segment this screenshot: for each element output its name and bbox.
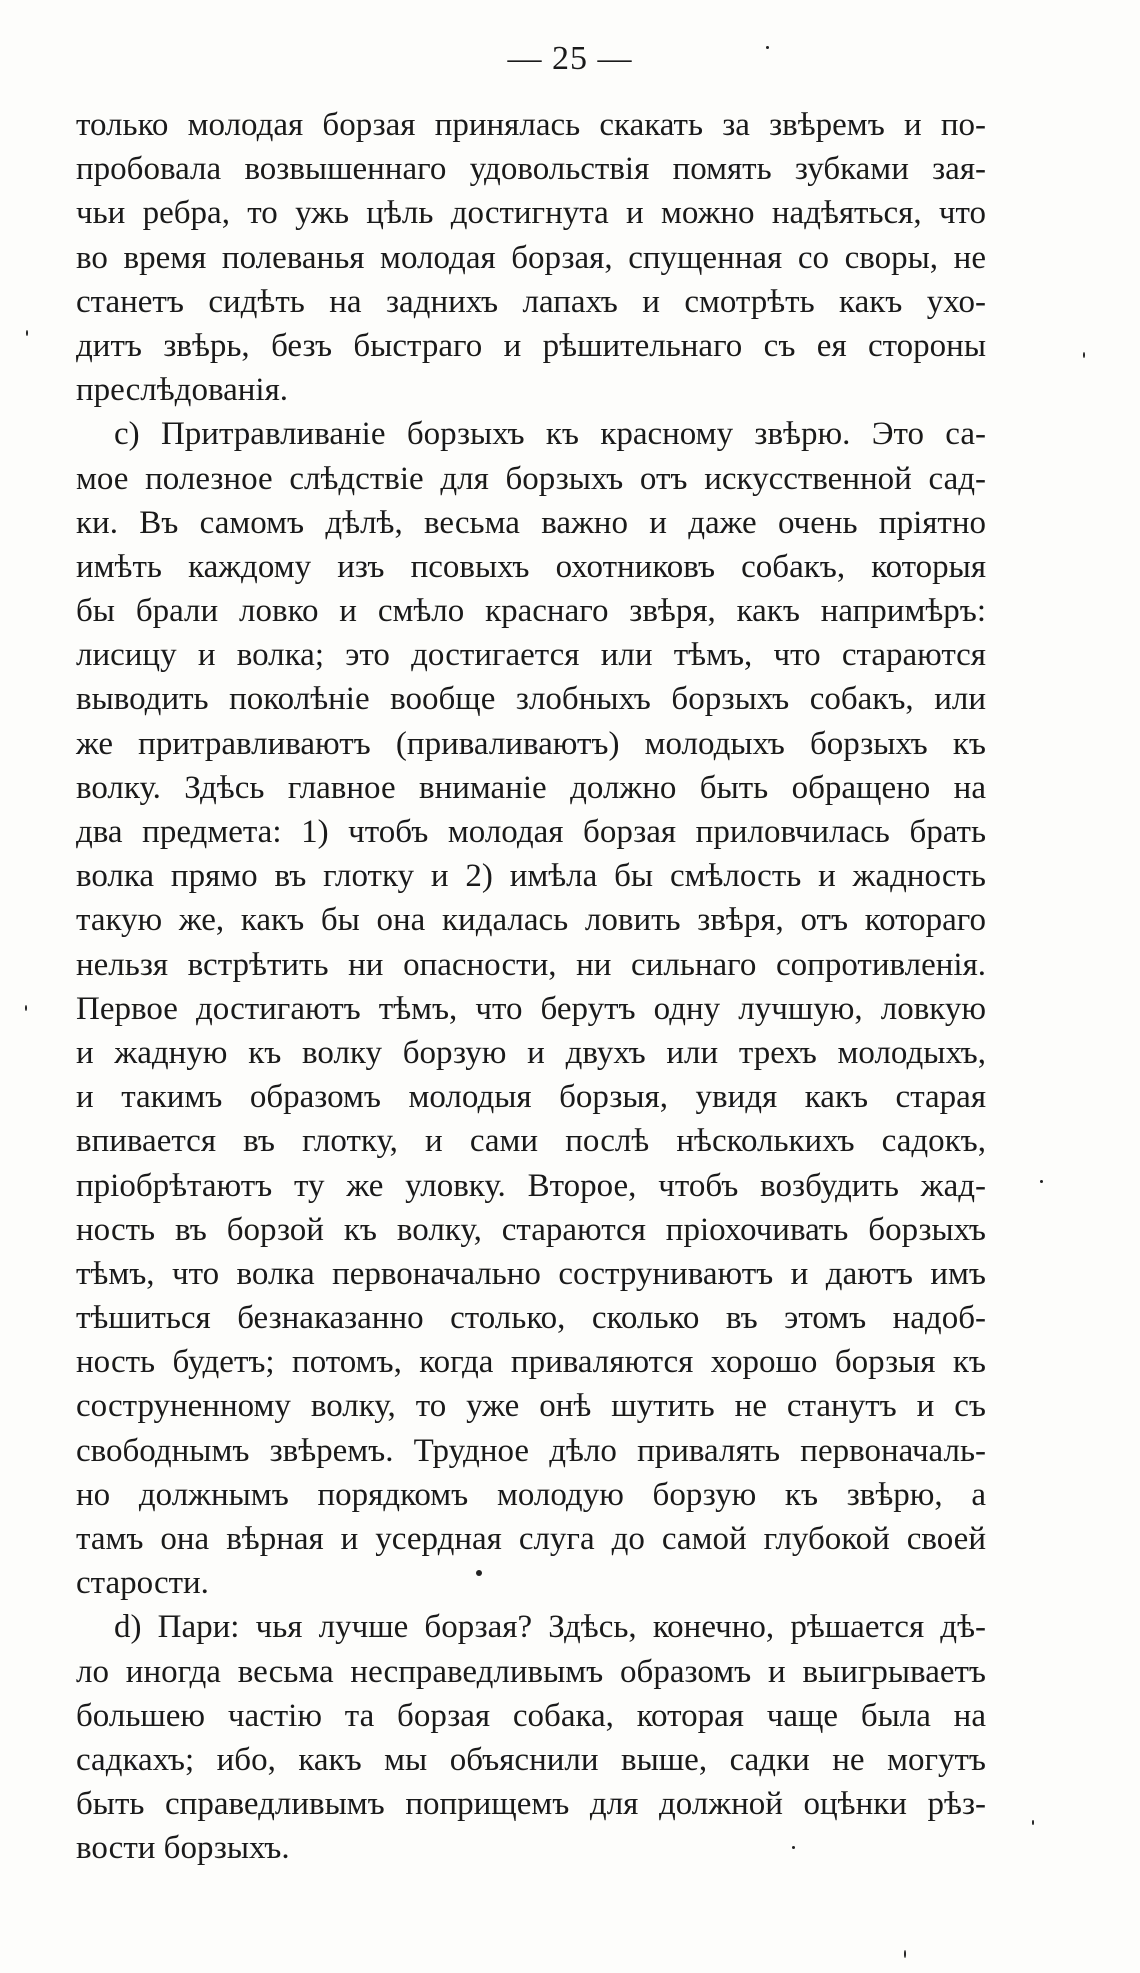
- text-line: дитъ звѣрь, безъ быстраго и рѣшительнаго съ ея стороны: [76, 327, 986, 364]
- text-line: и жадную къ волку борзую и двухъ или трехъ молодыхъ,: [76, 1034, 986, 1071]
- text-line: только молодая борзая принялась скакать за звѣремъ и по-: [76, 107, 986, 143]
- text-line: же притравливаютъ (приваливаютъ) молодыхъ борзыхъ къ: [76, 725, 986, 762]
- text-line: имѣть каждому изъ псовыхъ охотниковъ собакъ, которыя: [76, 548, 986, 585]
- text-line: волка прямо въ глотку и 2) имѣла бы смѣлость и жадность: [76, 858, 986, 895]
- scan-speck: [1032, 1820, 1034, 1825]
- text-line: мое полезное слѣдствіе для борзыхъ отъ искусственной сад-: [76, 460, 986, 497]
- text-line: вости борзыхъ.: [76, 1830, 290, 1867]
- text-line: тѣмъ, что волка первоначально соструниваютъ и даютъ имъ: [76, 1255, 986, 1292]
- text-line: впивается въ глотку, и сами послѣ нѣсколькихъ садокъ,: [76, 1123, 986, 1160]
- text-line: лисицу и волка; это достигается или тѣмъ, что стараются: [76, 637, 986, 674]
- scan-speck: [26, 330, 28, 336]
- text-line: Первое достигаютъ тѣмъ, что берутъ одну лучшую, ловкую: [76, 990, 986, 1027]
- scan-speck: [1083, 352, 1085, 358]
- text-line: тѣшиться безнаказанно столько, сколько въ этомъ надоб-: [76, 1300, 986, 1337]
- page-number: — 25 —: [507, 40, 633, 77]
- text-line: соструненному волку, то уже онѣ шутить не станутъ и съ: [76, 1388, 986, 1425]
- text-line: тамъ она вѣрная и усердная слуга до самой глубокой своей: [76, 1521, 986, 1557]
- text-line: преслѣдованія.: [76, 372, 289, 409]
- text-line: но должнымъ порядкомъ молодую борзую къ звѣрю, а: [76, 1476, 986, 1513]
- text-line: два предмета: 1) чтобъ молодая борзая приловчилась брать: [76, 814, 986, 850]
- text-line: садкахъ; ибо, какъ мы объяснили выше, садки не могутъ: [76, 1741, 986, 1778]
- scan-speck: [766, 46, 769, 49]
- scan-speck: [792, 1846, 795, 1849]
- text-line: волку. Здѣсь главное вниманіе должно быть обращено на: [76, 769, 986, 806]
- text-line: ность въ борзой къ волку, стараются пріохочивать борзыхъ: [76, 1211, 986, 1248]
- text-line: выводить поколѣніе вообще злобныхъ борзыхъ собакъ, или: [76, 681, 986, 718]
- text-line: во время полеванья молодая борзая, спущенная со своры, не: [76, 239, 986, 276]
- text-line: нельзя встрѣтить ни опасности, ни сильнаго сопротивленія.: [76, 946, 986, 983]
- text-line: станетъ сидѣть на заднихъ лапахъ и смотрѣть какъ ухо-: [76, 283, 986, 320]
- text-line: быть справедливымъ поприщемъ для должной оцѣнки рѣз-: [76, 1786, 986, 1823]
- text-line: такую же, какъ бы она кидалась ловить звѣря, отъ котораго: [76, 902, 986, 939]
- scan-speck: [904, 1950, 906, 1958]
- text-line: ность будетъ; потомъ, когда приваляются хорошо борзыя къ: [76, 1344, 986, 1381]
- text-line: пріобрѣтаютъ ту же уловку. Второе, чтобъ возбудить жад-: [76, 1167, 986, 1204]
- text-line: и такимъ образомъ молодыя борзыя, увидя какъ старая: [76, 1079, 986, 1116]
- scan-speck: [1040, 1180, 1043, 1183]
- text-line: пробовала возвышеннаго удовольствія помять зубками зая-: [76, 151, 986, 188]
- text-line: ло иногда весьма несправедливымъ образомъ и выигрываетъ: [76, 1653, 986, 1690]
- text-line: c) Притравливаніе борзыхъ къ красному звѣрю. Это са-: [114, 416, 986, 453]
- body-text: [76, 103, 986, 1871]
- text-line: свободнымъ звѣремъ. Трудное дѣло привалять первоначаль-: [76, 1432, 986, 1469]
- text-line: старости.: [76, 1565, 209, 1602]
- scan-speck: [476, 1570, 482, 1576]
- text-line: большею частію та борзая собака, которая чаще была на: [76, 1697, 986, 1734]
- text-line: d) Пари: чья лучше борзая? Здѣсь, конечно, рѣшается дѣ-: [114, 1609, 986, 1646]
- text-line: чьи ребра, то ужь цѣль достигнута и можно надѣяться, что: [76, 195, 986, 232]
- text-line: бы брали ловко и смѣло краснаго звѣря, какъ напримѣръ:: [76, 593, 986, 630]
- scan-speck: [25, 1005, 27, 1011]
- text-line: ки. Въ самомъ дѣлѣ, весьма важно и даже очень пріятно: [76, 504, 986, 541]
